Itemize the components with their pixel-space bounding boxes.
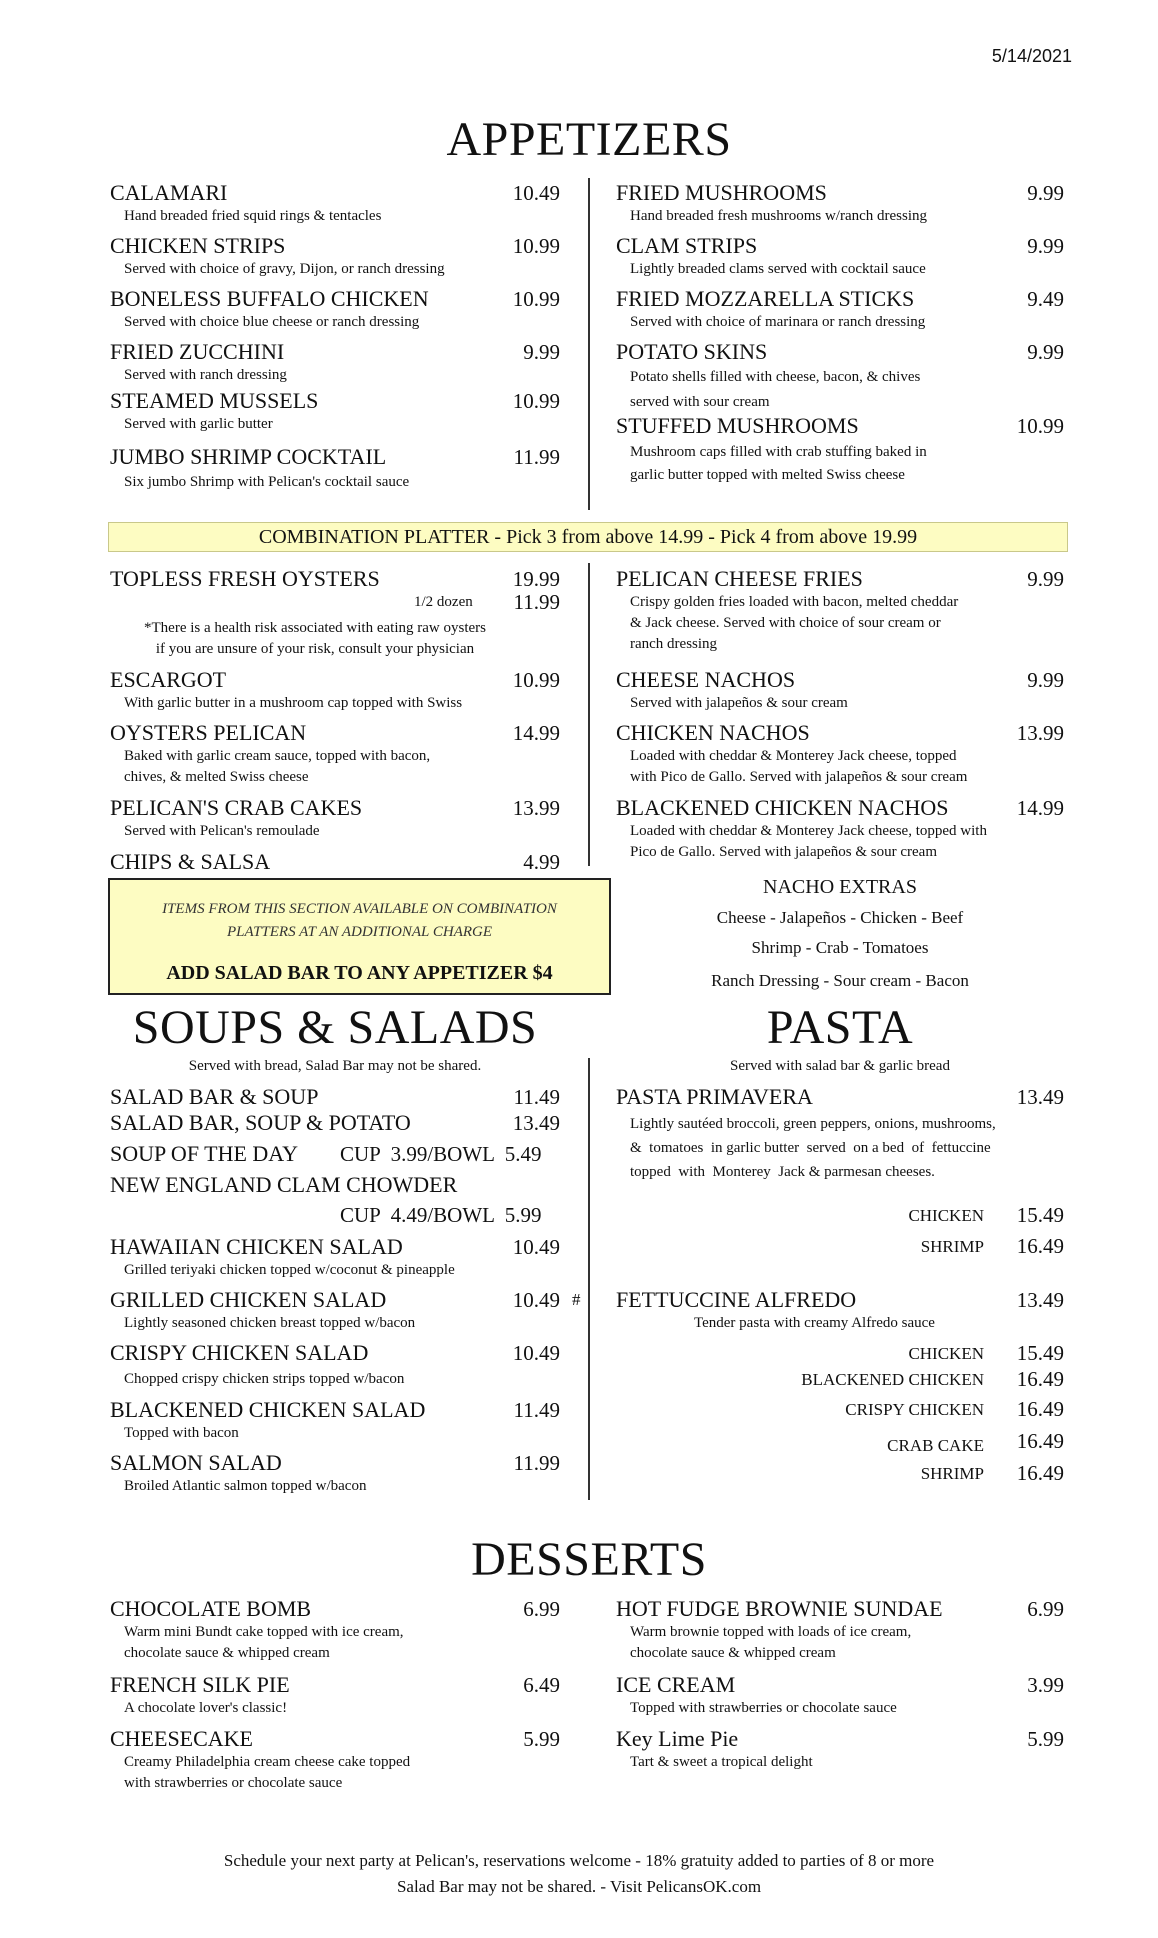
menu-item bbox=[110, 1141, 560, 1167]
item-name: CALAMARI bbox=[110, 180, 228, 205]
item-price: 10.49 bbox=[512, 1341, 560, 1365]
item-description: Hand breaded fried squid rings & tentacles bbox=[124, 208, 382, 224]
item-name: HOT FUDGE BROWNIE SUNDAE bbox=[616, 1596, 943, 1621]
menu-item bbox=[616, 180, 1064, 227]
item-name: HAWAIIAN CHICKEN SALAD bbox=[110, 1234, 403, 1259]
menu-item bbox=[110, 286, 560, 333]
item-price: 6.99 bbox=[1027, 1597, 1064, 1621]
item-description: Served with garlic butter bbox=[124, 416, 273, 432]
add-salad-bar-note: ADD SALAD BAR TO ANY APPETIZER $4 bbox=[166, 962, 553, 984]
item-name: BONELESS BUFFALO CHICKEN bbox=[110, 286, 429, 311]
item-description: Served with ranch dressing bbox=[124, 367, 287, 383]
menu-item bbox=[616, 1084, 1064, 1184]
item-description: ranch dressing bbox=[630, 636, 718, 652]
item-description: Hand breaded fresh mushrooms w/ranch dressing bbox=[630, 208, 928, 224]
item-price: 19.99 bbox=[512, 567, 560, 591]
item-name: NEW ENGLAND CLAM CHOWDER bbox=[110, 1172, 458, 1197]
item-description: Topped with bacon bbox=[124, 1425, 239, 1441]
item-name: CHEESECAKE bbox=[110, 1726, 253, 1751]
item-price: CUP 4.49/BOWL 5.99 bbox=[340, 1203, 542, 1227]
nacho-extras-line: Shrimp - Crab - Tomatoes bbox=[751, 938, 929, 957]
item-description: Served with Pelican's remoulade bbox=[124, 823, 320, 839]
menu-item bbox=[110, 444, 560, 493]
footer-line: Schedule your next party at Pelican's, reservations welcome - 18% gratuity added to parties of 8 or more bbox=[223, 1851, 935, 1870]
menu-item bbox=[110, 1340, 560, 1390]
item-description: Lightly sautéed broccoli, green peppers, onions, mushrooms, bbox=[630, 1116, 996, 1132]
pasta-heading: PASTA bbox=[766, 1001, 914, 1054]
item-name: Key Lime Pie bbox=[616, 1726, 739, 1751]
item-name: STUFFED MUSHROOMS bbox=[616, 413, 859, 438]
menu-item bbox=[110, 1397, 560, 1444]
column-divider bbox=[588, 178, 590, 510]
item-description: Six jumbo Shrimp with Pelican's cocktail sauce bbox=[124, 474, 410, 490]
item-name: OYSTERS PELICAN bbox=[110, 720, 307, 745]
item-description: Tart & sweet a tropical delight bbox=[630, 1754, 813, 1770]
item-price: 11.99 bbox=[513, 1451, 560, 1475]
menu-item bbox=[110, 720, 560, 788]
menu-item bbox=[616, 667, 1064, 714]
item-name: FRIED ZUCCHINI bbox=[110, 339, 285, 364]
item-name: POTATO SKINS bbox=[616, 339, 768, 364]
pasta-option-price: 16.49 bbox=[1016, 1234, 1064, 1258]
menu-item bbox=[616, 1596, 1064, 1664]
half-dozen-price: 11.99 bbox=[513, 590, 560, 614]
item-description: Loaded with cheddar & Monterey Jack cheese, topped with bbox=[630, 823, 987, 839]
item-name: BLACKENED CHICKEN NACHOS bbox=[616, 795, 949, 820]
pasta-option-price: 15.49 bbox=[1016, 1203, 1064, 1227]
item-description: Creamy Philadelphia cream cheese cake topped bbox=[124, 1754, 411, 1770]
menu-item bbox=[110, 1672, 560, 1719]
menu-item bbox=[616, 413, 1064, 487]
item-price: 9.99 bbox=[1027, 567, 1064, 591]
item-description: Grilled teriyaki chicken topped w/coconut & pineapple bbox=[124, 1262, 455, 1278]
item-name: CLAM STRIPS bbox=[616, 233, 758, 258]
pasta-note: Served with salad bar & garlic bread bbox=[730, 1058, 950, 1074]
item-price: 13.49 bbox=[512, 1111, 560, 1135]
item-price: 10.99 bbox=[512, 389, 560, 413]
item-price: 13.49 bbox=[1016, 1085, 1064, 1109]
item-name: STEAMED MUSSELS bbox=[110, 388, 319, 413]
item-price: 9.99 bbox=[523, 340, 560, 364]
menu-item bbox=[110, 1172, 560, 1227]
item-name: PELICAN'S CRAB CAKES bbox=[110, 795, 363, 820]
appetizers-heading: APPETIZERS bbox=[446, 113, 732, 166]
menu-item bbox=[616, 286, 1064, 333]
column-divider bbox=[588, 563, 590, 866]
soups-salads-heading: SOUPS & SALADS bbox=[132, 1001, 538, 1054]
item-description: With garlic butter in a mushroom cap topped with Swiss bbox=[124, 695, 463, 711]
pasta-option-label: CHICKEN bbox=[908, 1344, 984, 1363]
item-description: garlic butter topped with melted Swiss cheese bbox=[630, 467, 905, 483]
item-description: Chopped crispy chicken strips topped w/bacon bbox=[124, 1371, 405, 1387]
item-description: chocolate sauce & whipped cream bbox=[124, 1645, 330, 1661]
item-price: 10.99 bbox=[512, 234, 560, 258]
item-description: Served with jalapeños & sour cream bbox=[630, 695, 848, 711]
item-description: chocolate sauce & whipped cream bbox=[630, 1645, 836, 1661]
item-price: 14.99 bbox=[512, 721, 560, 745]
menu-item bbox=[110, 1726, 560, 1794]
menu-item bbox=[110, 1450, 560, 1497]
menu-item bbox=[110, 1084, 560, 1110]
item-description: served with sour cream bbox=[630, 394, 770, 410]
menu-item bbox=[110, 1234, 560, 1281]
menu-item bbox=[616, 720, 1064, 788]
item-name: CHEESE NACHOS bbox=[616, 667, 796, 692]
item-description: & Jack cheese. Served with choice of sour cream or bbox=[630, 615, 941, 631]
item-name: FRENCH SILK PIE bbox=[110, 1672, 290, 1697]
item-name: BLACKENED CHICKEN SALAD bbox=[110, 1397, 426, 1422]
item-description: topped with Monterey Jack & parmesan cheeses. bbox=[630, 1164, 935, 1180]
item-price: CUP 3.99/BOWL 5.49 bbox=[340, 1142, 542, 1166]
pasta-option-label: SHRIMP bbox=[920, 1237, 984, 1256]
item-description: Warm brownie topped with loads of ice cream, bbox=[630, 1624, 912, 1640]
item-name: FRIED MOZZARELLA STICKS bbox=[616, 286, 915, 311]
menu-item bbox=[110, 667, 560, 714]
item-description: Tender pasta with creamy Alfredo sauce bbox=[694, 1315, 935, 1331]
item-description: Warm mini Bundt cake topped with ice cream, bbox=[124, 1624, 404, 1640]
nacho-extras-title: NACHO EXTRAS bbox=[763, 876, 917, 898]
item-description: Broiled Atlantic salmon topped w/bacon bbox=[124, 1478, 367, 1494]
pasta-option-price: 16.49 bbox=[1016, 1367, 1064, 1391]
pasta-option-label: CHICKEN bbox=[908, 1206, 984, 1225]
menu-date: 5/14/2021 bbox=[991, 46, 1072, 66]
item-name: GRILLED CHICKEN SALAD bbox=[110, 1287, 387, 1312]
menu-item bbox=[110, 849, 560, 875]
item-price: 9.99 bbox=[1027, 668, 1064, 692]
menu-item bbox=[110, 339, 560, 386]
health-warning bbox=[110, 618, 520, 660]
item-description: Loaded with cheddar & Monterey Jack cheese, topped bbox=[630, 748, 957, 764]
item-price: 13.49 bbox=[1016, 1288, 1064, 1312]
menu-item bbox=[110, 388, 560, 435]
menu-item bbox=[110, 180, 560, 227]
item-price: 3.99 bbox=[1027, 1673, 1064, 1697]
menu-item bbox=[110, 566, 560, 657]
pasta-option-label: SHRIMP bbox=[920, 1464, 984, 1483]
item-name: SALMON SALAD bbox=[110, 1450, 282, 1475]
menu-item bbox=[110, 233, 560, 280]
item-price: 11.49 bbox=[513, 1398, 560, 1422]
item-description: Topped with strawberries or chocolate sauce bbox=[630, 1700, 897, 1716]
item-price: 6.49 bbox=[523, 1673, 560, 1697]
item-description: Served with choice blue cheese or ranch dressing bbox=[124, 314, 420, 330]
pasta-option-label: CRISPY CHICKEN bbox=[845, 1400, 984, 1419]
nacho-extras-line: Ranch Dressing - Sour cream - Bacon bbox=[711, 971, 969, 990]
item-description: Lightly seasoned chicken breast topped w/bacon bbox=[124, 1315, 416, 1331]
menu-item bbox=[616, 1287, 1064, 1334]
menu-item bbox=[616, 339, 1064, 415]
item-name: CHICKEN STRIPS bbox=[110, 233, 286, 258]
item-price: 9.49 bbox=[1027, 287, 1064, 311]
item-description: with Pico de Gallo. Served with jalapeños & sour cream bbox=[630, 769, 968, 785]
item-price: 10.99 bbox=[512, 668, 560, 692]
item-price: 10.49 bbox=[512, 1235, 560, 1259]
item-name: TOPLESS FRESH OYSTERS bbox=[110, 566, 380, 591]
menu-item bbox=[110, 795, 560, 842]
item-price: 10.99 bbox=[512, 287, 560, 311]
menu-item bbox=[616, 1672, 1064, 1719]
item-description: A chocolate lover's classic! bbox=[124, 1700, 288, 1716]
menu-item bbox=[110, 1110, 560, 1136]
hash-mark: # bbox=[572, 1290, 581, 1309]
nacho-extras-line: Cheese - Jalapeños - Chicken - Beef bbox=[716, 908, 964, 927]
item-price: 4.99 bbox=[523, 850, 560, 874]
item-description: Crispy golden fries loaded with bacon, melted cheddar bbox=[630, 594, 959, 610]
item-price: 5.99 bbox=[523, 1727, 560, 1751]
item-description: Served with choice of marinara or ranch dressing bbox=[630, 314, 926, 330]
item-price: 10.49 bbox=[512, 1288, 560, 1312]
combination-info-box bbox=[108, 878, 611, 995]
item-name: SALAD BAR, SOUP & POTATO bbox=[110, 1110, 411, 1135]
item-name: CHIPS & SALSA bbox=[110, 849, 271, 874]
menu-item bbox=[110, 1596, 560, 1664]
item-price: 10.99 bbox=[1016, 414, 1064, 438]
pasta-option-price: 16.49 bbox=[1016, 1429, 1064, 1453]
item-description: Potato shells filled with cheese, bacon, & chives bbox=[630, 369, 921, 385]
item-description: Pico de Gallo. Served with jalapeños & sour cream bbox=[630, 844, 938, 860]
pasta-option-price: 16.49 bbox=[1016, 1397, 1064, 1421]
soups-note: Served with bread, Salad Bar may not be shared. bbox=[188, 1058, 482, 1074]
item-name: CHICKEN NACHOS bbox=[616, 720, 810, 745]
item-name: ESCARGOT bbox=[110, 667, 227, 692]
item-price: 9.99 bbox=[1027, 234, 1064, 258]
footer-line: Salad Bar may not be shared. - Visit PelicansOK.com bbox=[396, 1877, 762, 1896]
item-description: Baked with garlic cream sauce, topped with bacon, bbox=[124, 748, 431, 764]
pasta-option-label: BLACKENED CHICKEN bbox=[801, 1370, 984, 1389]
combination-info-line: PLATTERS AT AN ADDITIONAL CHARGE bbox=[226, 924, 493, 940]
item-price: 11.99 bbox=[513, 445, 560, 469]
item-price: 11.49 bbox=[513, 1085, 560, 1109]
pasta-option-price: 16.49 bbox=[1016, 1461, 1064, 1485]
item-price: 10.49 bbox=[512, 181, 560, 205]
item-description: chives, & melted Swiss cheese bbox=[124, 769, 309, 785]
column-divider bbox=[588, 1058, 590, 1500]
combination-info-line: ITEMS FROM THIS SECTION AVAILABLE ON COMBINATION bbox=[162, 901, 557, 917]
item-description: Served with choice of gravy, Dijon, or ranch dressing bbox=[124, 261, 445, 277]
item-name: JUMBO SHRIMP COCKTAIL bbox=[110, 444, 387, 469]
menu-item bbox=[110, 1287, 560, 1334]
item-name: PASTA PRIMAVERA bbox=[616, 1084, 813, 1109]
item-description: with strawberries or chocolate sauce bbox=[124, 1775, 343, 1791]
health-warning-line: if you are unsure of your risk, consult your physician bbox=[155, 641, 475, 657]
item-description: Lightly breaded clams served with cocktail sauce bbox=[630, 261, 926, 277]
item-price: 13.99 bbox=[1016, 721, 1064, 745]
menu-item bbox=[616, 1726, 1064, 1773]
item-name: FETTUCCINE ALFREDO bbox=[616, 1287, 857, 1312]
item-price: 13.99 bbox=[512, 796, 560, 820]
item-name: PELICAN CHEESE FRIES bbox=[616, 566, 863, 591]
item-price: 14.99 bbox=[1016, 796, 1064, 820]
item-description: Mushroom caps filled with crab stuffing baked in bbox=[630, 444, 927, 460]
menu-item bbox=[616, 566, 1064, 655]
item-description: & tomatoes in garlic butter served on a bed of fettuccine bbox=[630, 1140, 991, 1156]
pasta-option-label: CRAB CAKE bbox=[887, 1436, 984, 1455]
menu-item bbox=[616, 233, 1064, 280]
item-price: 9.99 bbox=[1027, 181, 1064, 205]
half-dozen-label: 1/2 dozen bbox=[414, 594, 473, 610]
item-name: FRIED MUSHROOMS bbox=[616, 180, 827, 205]
item-name: CHOCOLATE BOMB bbox=[110, 1596, 312, 1621]
menu-item bbox=[616, 795, 1064, 863]
item-name: CRISPY CHICKEN SALAD bbox=[110, 1340, 369, 1365]
health-warning-line: *There is a health risk associated with eating raw oysters bbox=[144, 620, 486, 636]
desserts-heading: DESSERTS bbox=[471, 1533, 707, 1586]
item-name: SOUP OF THE DAY bbox=[110, 1141, 299, 1166]
item-price: 6.99 bbox=[523, 1597, 560, 1621]
item-name: SALAD BAR & SOUP bbox=[110, 1084, 319, 1109]
pasta-option-price: 15.49 bbox=[1016, 1341, 1064, 1365]
item-name: ICE CREAM bbox=[616, 1672, 736, 1697]
item-price: 9.99 bbox=[1027, 340, 1064, 364]
item-price: 5.99 bbox=[1027, 1727, 1064, 1751]
combination-platter-banner: COMBINATION PLATTER - Pick 3 from above 14.99 - Pick 4 from above 19.99 bbox=[108, 522, 1068, 552]
nacho-extras bbox=[616, 874, 1064, 999]
